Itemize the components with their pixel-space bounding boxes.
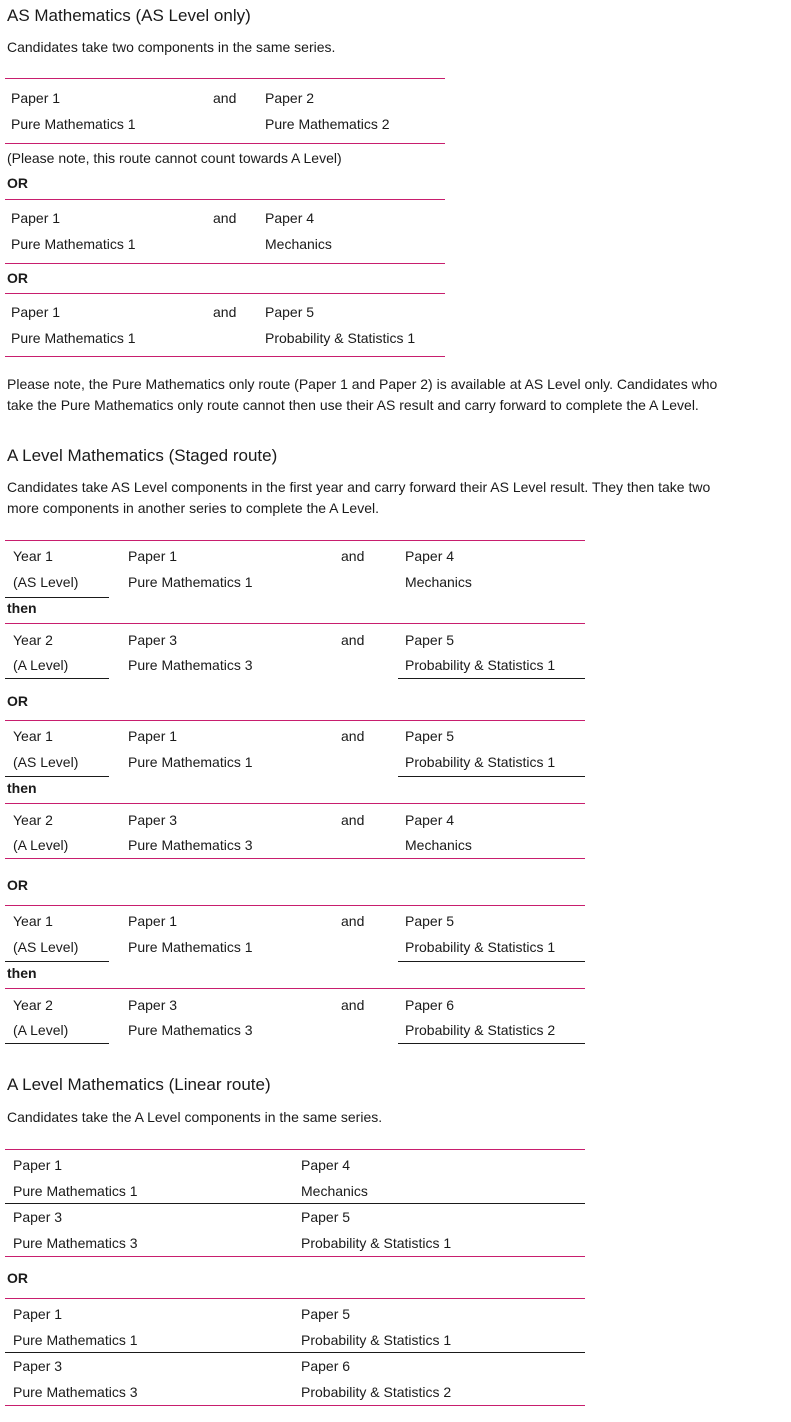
table-rule bbox=[5, 356, 445, 357]
table-rule bbox=[5, 1149, 585, 1150]
paper-code: Paper 6 bbox=[405, 997, 455, 1013]
level-label: (AS Level) bbox=[13, 754, 79, 770]
paper-name: Mechanics bbox=[405, 574, 472, 590]
section-intro-linear: Candidates take the A Level components in the same series. bbox=[7, 1109, 383, 1125]
section-intro-as-only: Candidates take two components in the same series. bbox=[7, 39, 336, 55]
paper-code: Paper 1 bbox=[11, 90, 61, 106]
paper-name: Pure Mathematics 3 bbox=[128, 657, 253, 673]
paper-name: Pure Mathematics 3 bbox=[128, 837, 253, 853]
table-rule bbox=[5, 858, 585, 859]
then-separator: then bbox=[7, 965, 37, 981]
pure-route-note: Please note, the Pure Mathematics only route (Paper 1 and Paper 2) is available at AS Level only. Candidates who bbox=[7, 376, 718, 392]
paper-code: Paper 4 bbox=[405, 812, 455, 828]
paper-code: Paper 3 bbox=[128, 997, 178, 1013]
section-title-as-only: AS Mathematics (AS Level only) bbox=[7, 6, 251, 25]
and-label: and bbox=[213, 210, 237, 226]
paper-code: Paper 1 bbox=[11, 304, 61, 320]
paper-name: Probability & Statistics 1 bbox=[265, 330, 416, 346]
and-label: and bbox=[341, 728, 365, 744]
and-label: and bbox=[341, 632, 365, 648]
table-rule bbox=[5, 623, 585, 624]
then-separator: then bbox=[7, 780, 37, 796]
year-label: Year 1 bbox=[13, 913, 53, 929]
table-rule bbox=[5, 263, 445, 264]
cell-underline bbox=[398, 678, 585, 679]
paper-code: Paper 1 bbox=[13, 1306, 63, 1322]
table-rule bbox=[5, 540, 585, 541]
cell-underline bbox=[5, 1352, 585, 1353]
cell-underline bbox=[398, 776, 585, 777]
table-rule bbox=[5, 988, 585, 989]
paper-name: Pure Mathematics 1 bbox=[13, 1183, 138, 1199]
level-label: (A Level) bbox=[13, 1022, 69, 1038]
section-intro-staged: more components in another series to complete the A Level. bbox=[7, 500, 379, 516]
paper-code: Paper 5 bbox=[405, 728, 455, 744]
cell-underline bbox=[398, 961, 585, 962]
cell-underline bbox=[5, 678, 109, 679]
and-label: and bbox=[341, 812, 365, 828]
year-label: Year 2 bbox=[13, 632, 53, 648]
paper-code: Paper 4 bbox=[265, 210, 315, 226]
and-label: and bbox=[341, 548, 365, 564]
paper-code: Paper 2 bbox=[265, 90, 315, 106]
paper-name: Mechanics bbox=[301, 1183, 368, 1199]
paper-code: Paper 1 bbox=[13, 1157, 63, 1173]
and-label: and bbox=[341, 913, 365, 929]
then-separator: then bbox=[7, 600, 37, 616]
section-title-linear: A Level Mathematics (Linear route) bbox=[7, 1075, 271, 1094]
paper-code: Paper 5 bbox=[301, 1306, 351, 1322]
cell-underline bbox=[398, 1043, 585, 1044]
level-label: (A Level) bbox=[13, 837, 69, 853]
paper-name: Probability & Statistics 1 bbox=[405, 939, 556, 955]
year-label: Year 1 bbox=[13, 548, 53, 564]
or-separator: OR bbox=[7, 877, 28, 893]
or-separator: OR bbox=[7, 175, 28, 191]
table-rule bbox=[5, 1256, 585, 1257]
section-title-staged: A Level Mathematics (Staged route) bbox=[7, 446, 278, 465]
or-separator: OR bbox=[7, 1270, 28, 1286]
paper-name: Pure Mathematics 1 bbox=[128, 574, 253, 590]
paper-code: Paper 5 bbox=[405, 913, 455, 929]
paper-name: Mechanics bbox=[265, 236, 332, 252]
year-label: Year 2 bbox=[13, 812, 53, 828]
paper-code: Paper 1 bbox=[128, 728, 178, 744]
year-label: Year 1 bbox=[13, 728, 53, 744]
table-rule bbox=[5, 143, 445, 144]
table-rule bbox=[5, 1298, 585, 1299]
or-separator: OR bbox=[7, 270, 28, 286]
paper-name: Pure Mathematics 3 bbox=[13, 1235, 138, 1251]
paper-code: Paper 3 bbox=[128, 812, 178, 828]
paper-code: Paper 6 bbox=[301, 1358, 351, 1374]
table-rule bbox=[5, 803, 585, 804]
paper-name: Pure Mathematics 1 bbox=[128, 754, 253, 770]
paper-name: Probability & Statistics 1 bbox=[405, 754, 556, 770]
cell-underline bbox=[5, 1203, 585, 1204]
level-label: (AS Level) bbox=[13, 939, 79, 955]
paper-code: Paper 3 bbox=[128, 632, 178, 648]
table-rule bbox=[5, 905, 585, 906]
paper-name: Probability & Statistics 2 bbox=[301, 1384, 452, 1400]
and-label: and bbox=[213, 304, 237, 320]
paper-name: Probability & Statistics 1 bbox=[301, 1332, 452, 1348]
paper-code: Paper 1 bbox=[128, 548, 178, 564]
table-rule bbox=[5, 78, 445, 79]
paper-name: Pure Mathematics 1 bbox=[13, 1332, 138, 1348]
paper-name: Probability & Statistics 1 bbox=[405, 657, 556, 673]
pure-route-note: take the Pure Mathematics only route cannot then use their AS result and carry forward to complete the A Level. bbox=[7, 397, 699, 413]
paper-name: Pure Mathematics 1 bbox=[11, 236, 136, 252]
or-separator: OR bbox=[7, 693, 28, 709]
paper-name: Pure Mathematics 3 bbox=[13, 1384, 138, 1400]
paper-name: Probability & Statistics 2 bbox=[405, 1022, 556, 1038]
paper-code: Paper 5 bbox=[301, 1209, 351, 1225]
and-label: and bbox=[341, 997, 365, 1013]
paper-code: Paper 1 bbox=[128, 913, 178, 929]
level-label: (AS Level) bbox=[13, 574, 79, 590]
cell-underline bbox=[5, 1043, 109, 1044]
paper-code: Paper 5 bbox=[405, 632, 455, 648]
year-label: Year 2 bbox=[13, 997, 53, 1013]
cell-underline bbox=[5, 776, 109, 777]
paper-name: Probability & Statistics 1 bbox=[301, 1235, 452, 1251]
cell-underline bbox=[5, 597, 109, 598]
paper-name: Pure Mathematics 1 bbox=[128, 939, 253, 955]
route-note: (Please note, this route cannot count towards A Level) bbox=[7, 150, 342, 166]
paper-code: Paper 5 bbox=[265, 304, 315, 320]
cell-underline bbox=[5, 961, 109, 962]
paper-code: Paper 1 bbox=[11, 210, 61, 226]
paper-code: Paper 4 bbox=[301, 1157, 351, 1173]
level-label: (A Level) bbox=[13, 657, 69, 673]
section-intro-staged: Candidates take AS Level components in the first year and carry forward their AS Level result. They then take two bbox=[7, 479, 711, 495]
paper-code: Paper 4 bbox=[405, 548, 455, 564]
paper-code: Paper 3 bbox=[13, 1358, 63, 1374]
paper-name: Pure Mathematics 1 bbox=[11, 330, 136, 346]
table-rule bbox=[5, 1405, 585, 1406]
and-label: and bbox=[213, 90, 237, 106]
paper-name: Pure Mathematics 3 bbox=[128, 1022, 253, 1038]
table-rule bbox=[5, 720, 585, 721]
table-rule bbox=[5, 199, 445, 200]
table-rule bbox=[5, 293, 445, 294]
paper-name: Pure Mathematics 2 bbox=[265, 116, 390, 132]
paper-name: Pure Mathematics 1 bbox=[11, 116, 136, 132]
paper-code: Paper 3 bbox=[13, 1209, 63, 1225]
paper-name: Mechanics bbox=[405, 837, 472, 853]
